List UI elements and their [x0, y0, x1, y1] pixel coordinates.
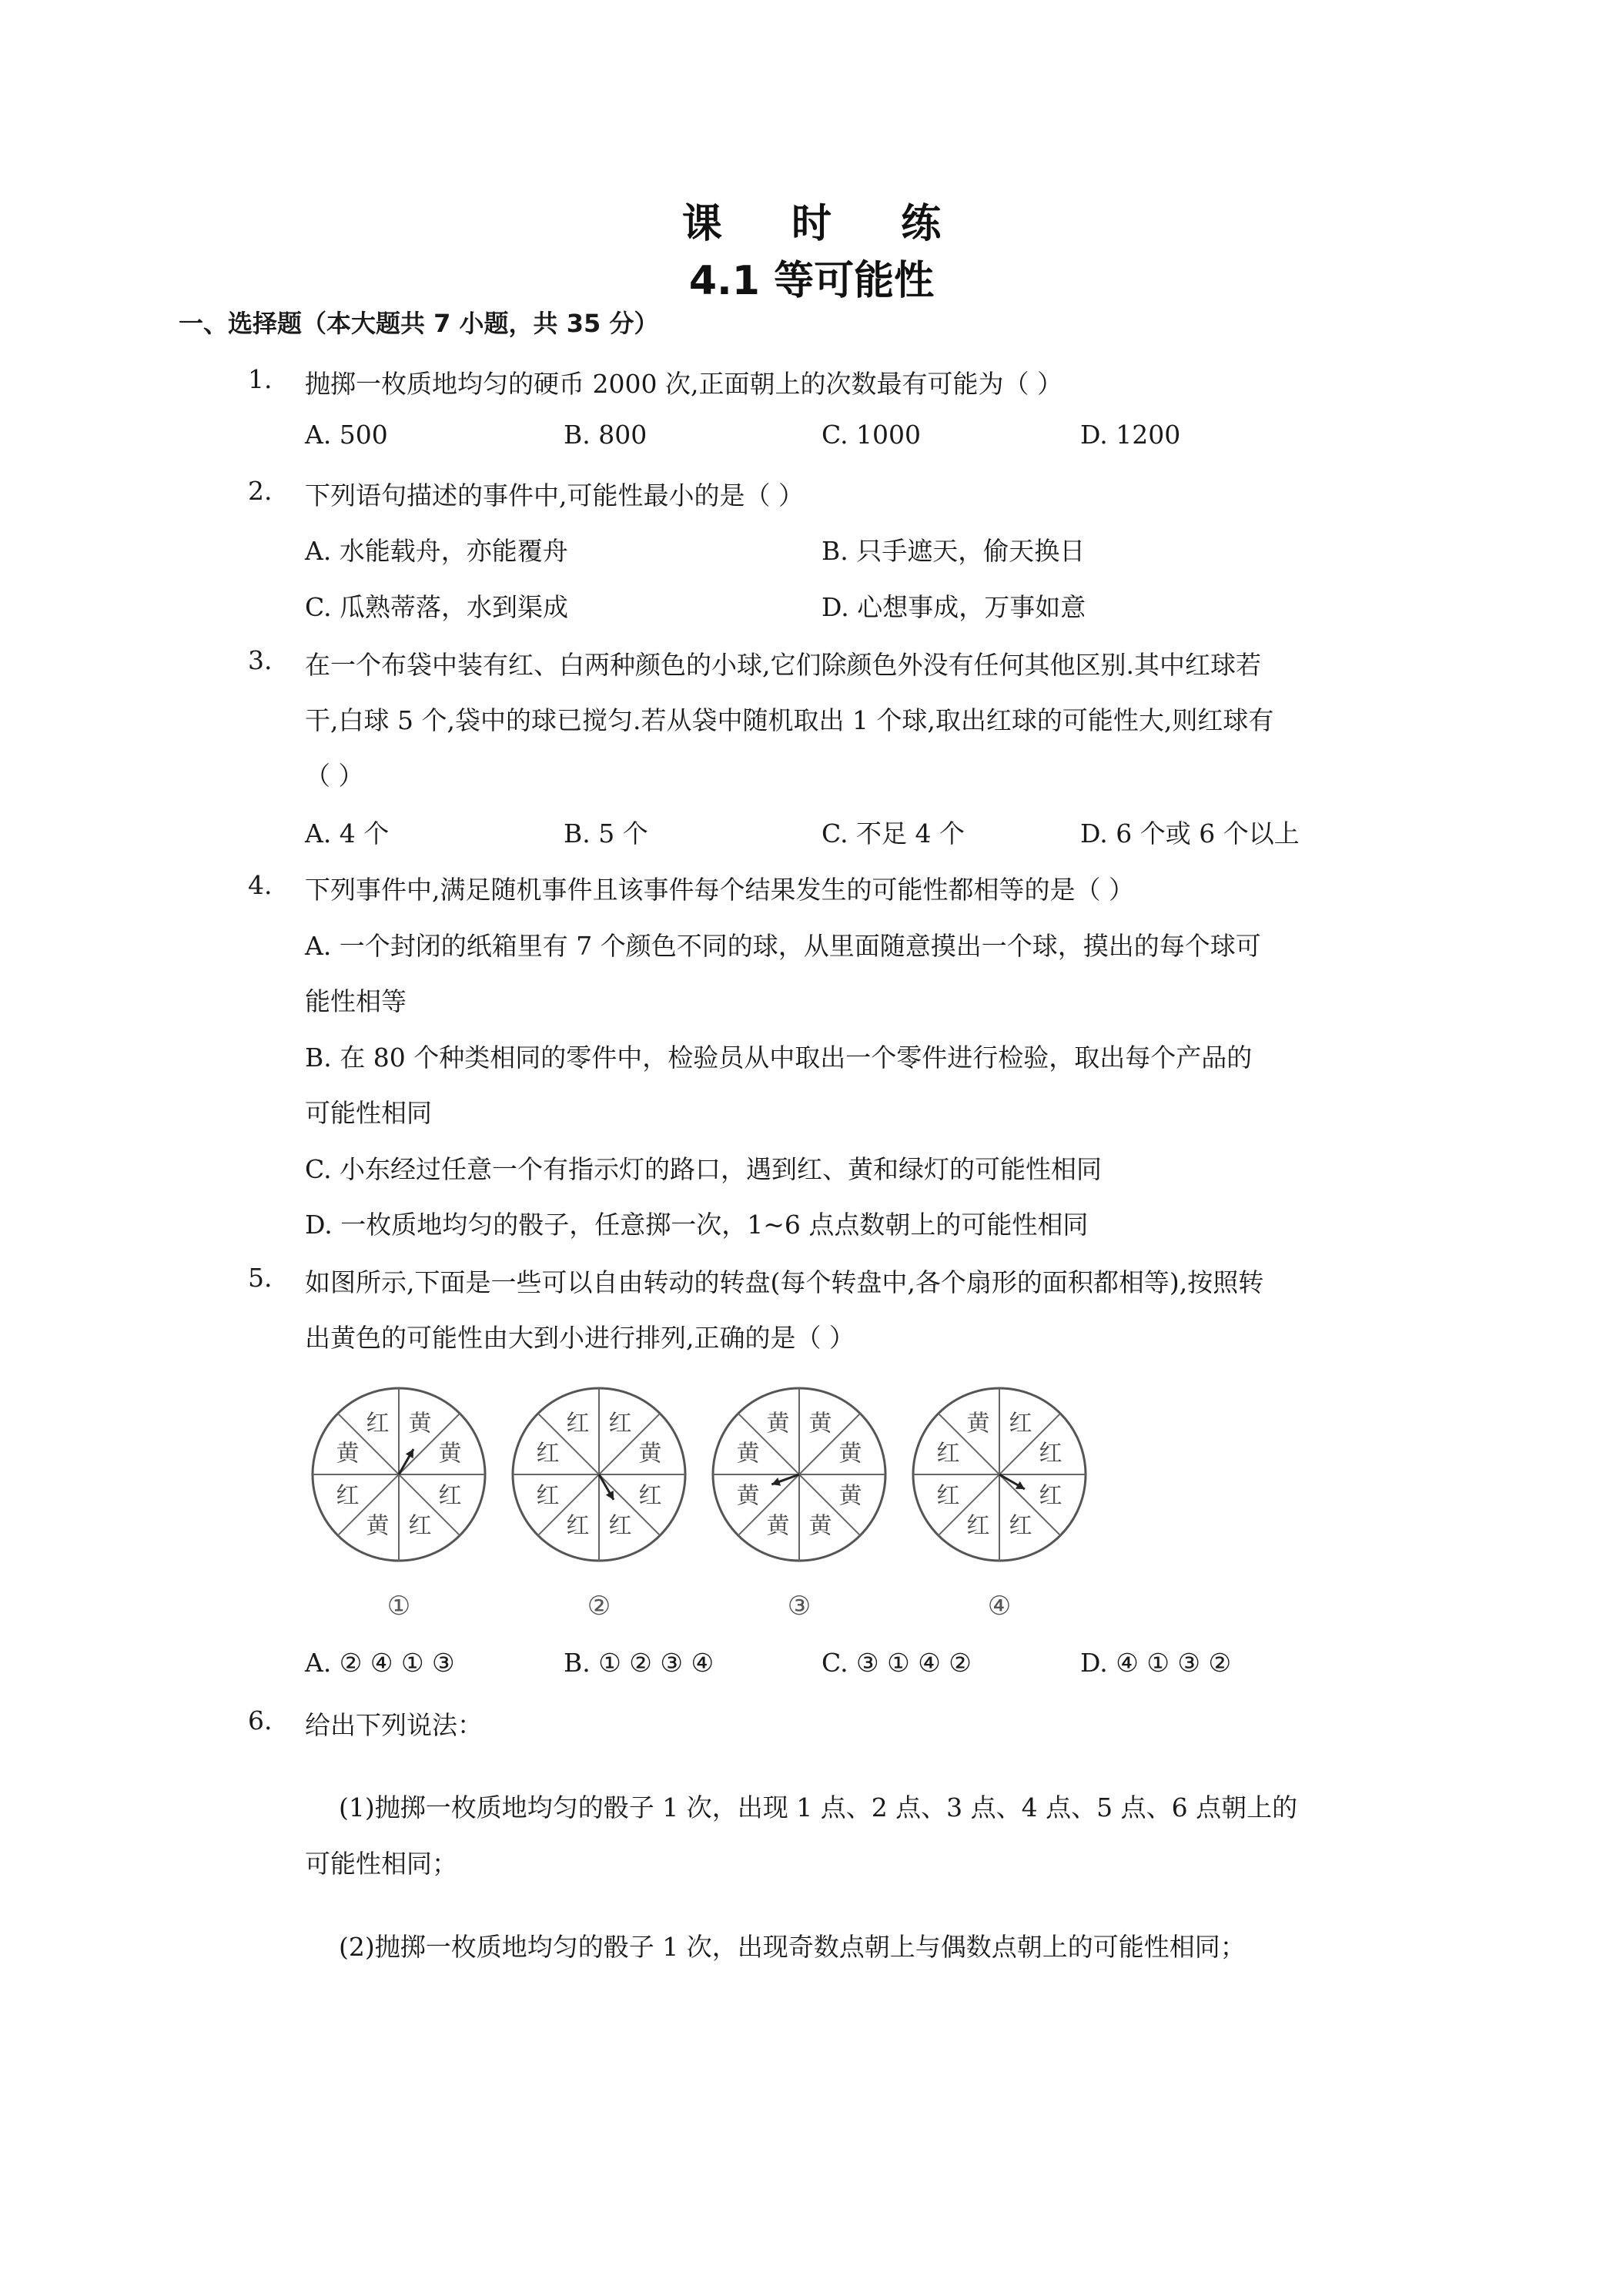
sector-label: 黄: [366, 1512, 390, 1540]
question-number: 2.: [248, 476, 273, 506]
option-a: A. ② ④ ① ③: [305, 1648, 455, 1678]
question-text-line: 如图所示,下面是一些可以自由转动的转盘(每个转盘中,各个扇形的面积都相等),按照转: [305, 1267, 1264, 1297]
statement-1-cont: 可能性相同；: [305, 1849, 457, 1879]
option-c: C. 不足 4 个: [822, 818, 965, 848]
spinner-3: [713, 1388, 885, 1622]
sector-label: 黄: [766, 1410, 790, 1438]
question-number: 6.: [248, 1705, 273, 1735]
option-a: A. 500: [305, 420, 388, 450]
option-b: B. 在 80 个种类相同的零件中，检验员从中取出一个零件进行检验，取出每个产品的: [305, 1043, 1253, 1073]
sector-label: 黄: [736, 1482, 760, 1510]
question-text-line: 在一个布袋中装有红、白两种颜色的小球,它们除颜色外没有任何其他区别.其中红球若: [305, 650, 1261, 680]
question-number: 4.: [248, 870, 273, 900]
spinner-caption: ②: [587, 1591, 611, 1622]
option-c: C. 小东经过任意一个有指示灯的路口，遇到红、黄和绿灯的可能性相同: [305, 1154, 1103, 1184]
question-text-line: 干,白球 5 个,袋中的球已搅匀.若从袋中随机取出 1 个球,取出红球的可能性大,则红球有: [305, 705, 1274, 735]
sector-label: 红: [438, 1482, 462, 1510]
sector-label: 红: [638, 1482, 662, 1510]
spinner-caption: ③: [787, 1591, 812, 1622]
statement-2: (2)抛掷一枚质地均匀的骰子 1 次，出现奇数点朝上与偶数点朝上的可能性相同；: [339, 1932, 1246, 1962]
sector-label: 红: [608, 1512, 632, 1540]
sector-label: 红: [1009, 1410, 1032, 1438]
question-text: 下列事件中,满足随机事件且该事件每个结果发生的可能性都相等的是（ ）: [305, 875, 1134, 905]
option-a: A. 4 个: [305, 818, 390, 848]
option-c: C. 瓜熟蒂落，水到渠成: [305, 592, 569, 622]
sector-label: 黄: [808, 1512, 832, 1540]
sector-label: 红: [336, 1482, 360, 1510]
sector-label: 黄: [838, 1440, 862, 1468]
option-a: A. 一个封闭的纸箱里有 7 个颜色不同的球，从里面随意摸出一个球，摸出的每个球可: [305, 931, 1261, 961]
sector-label: 红: [1039, 1482, 1062, 1510]
question-number: 3.: [248, 645, 273, 675]
sector-label: 红: [566, 1512, 590, 1540]
option-b: B. 5 个: [564, 818, 648, 848]
question-text: 下列语句描述的事件中,可能性最小的是（ ）: [305, 480, 804, 510]
option-a-cont: 能性相等: [305, 986, 407, 1016]
sector-label: 黄: [838, 1482, 862, 1510]
spinner-caption: ①: [387, 1591, 411, 1622]
option-b: B. 只手遮天，偷天换日: [822, 536, 1086, 566]
spinner-1: [313, 1388, 485, 1622]
option-a: A. 水能载舟，亦能覆舟: [305, 536, 568, 566]
sector-label: 红: [408, 1512, 432, 1540]
sector-label: 红: [1009, 1512, 1032, 1540]
option-d: D. 心想事成，万事如意: [822, 592, 1086, 622]
sector-label: 黄: [638, 1440, 662, 1468]
option-b-cont: 可能性相同: [305, 1098, 432, 1128]
sector-label: 红: [366, 1410, 390, 1438]
spinner-figure: [300, 1374, 1116, 1628]
statement-1: (1)抛掷一枚质地均匀的骰子 1 次，出现 1 点、2 点、3 点、4 点、5 点、6 点朝上的: [339, 1792, 1298, 1822]
question-text-line: （ ）: [305, 761, 364, 791]
section-heading: 一、选择题（本大题共 7 小题，共 35 分）: [179, 309, 659, 338]
question-number: 1.: [248, 364, 273, 394]
sector-label: 黄: [766, 1512, 790, 1540]
question-text: 给出下列说法：: [305, 1710, 483, 1740]
question-text: 抛掷一枚质地均匀的硬币 2000 次,正面朝上的次数最有可能为（ ）: [305, 369, 1062, 399]
spinner-4: [913, 1388, 1086, 1622]
sector-label: 黄: [408, 1410, 432, 1438]
sector-label: 黄: [438, 1440, 462, 1468]
sector-label: 红: [566, 1410, 590, 1438]
sector-label: 红: [536, 1482, 560, 1510]
sector-label: 黄: [808, 1410, 832, 1438]
page-title: 课 时 练: [681, 201, 969, 247]
sector-label: 红: [966, 1512, 990, 1540]
spinner-2: [513, 1388, 685, 1622]
option-b: B. 800: [564, 420, 648, 450]
option-d: D. 1200: [1080, 420, 1181, 450]
sector-label: 红: [1039, 1440, 1062, 1468]
sector-label: 红: [936, 1482, 960, 1510]
question-number: 5.: [248, 1263, 273, 1293]
option-b: B. ① ② ③ ④: [564, 1648, 714, 1678]
sector-label: 红: [936, 1440, 960, 1468]
spinner-caption: ④: [987, 1591, 1012, 1622]
sector-label: 红: [608, 1410, 632, 1438]
sector-label: 黄: [966, 1410, 990, 1438]
question-text-line: 出黄色的可能性由大到小进行排列,正确的是（ ）: [305, 1323, 855, 1353]
option-c: C. ③ ① ④ ②: [822, 1648, 972, 1678]
sector-label: 黄: [336, 1440, 360, 1468]
page-subtitle: 4.1 等可能性: [688, 258, 935, 304]
option-c: C. 1000: [822, 420, 922, 450]
option-d: D. 6 个或 6 个以上: [1080, 818, 1300, 848]
option-d: D. 一枚质地均匀的骰子，任意掷一次，1~6 点点数朝上的可能性相同: [305, 1210, 1089, 1240]
sector-label: 红: [536, 1440, 560, 1468]
option-d: D. ④ ① ③ ②: [1080, 1648, 1232, 1678]
sector-label: 黄: [736, 1440, 760, 1468]
